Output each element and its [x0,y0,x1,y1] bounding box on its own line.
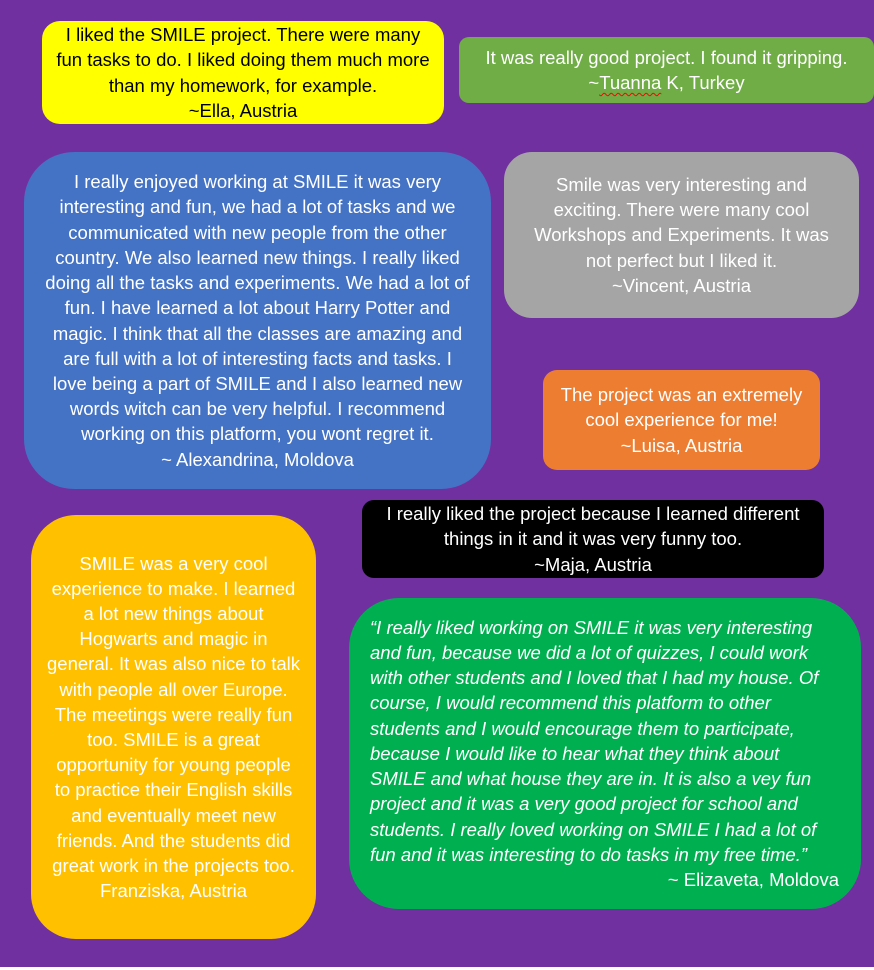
quote-author: ~Tuanna K, Turkey [588,72,745,93]
quote-author: ~Vincent, Austria [611,274,751,296]
quote-author: ~Luisa, Austria [620,434,743,456]
spellcheck-underline: Tuanna [599,72,662,93]
quote-author: Franziska, Austria [99,880,248,902]
quote-box-alexandrina [24,152,491,489]
quote-text: SMILE was a very cool experience to make. I learned a lot new things about Hogwarts and magic in general. It was also nice to talk with people all over Europe. The meetings were really fun too. SMILE is a great opportunity for young people to practice their English skills and eventually meet new friends. And the students did great work in the projects too. [47,552,300,877]
quote-box-tuanna [459,37,874,103]
quote-author: ~Maja, Austria [534,553,652,575]
quote-author: ~ Elizaveta, Moldova [667,868,839,890]
quote-box-vincent [504,152,859,318]
quote-box-luisa [543,370,820,470]
quote-box-franziska [31,515,316,939]
quote-author: ~Ella, Austria [188,99,298,121]
quote-author: ~ Alexandrina, Moldova [161,448,354,470]
quote-box-elizaveta [349,598,861,909]
quote-text: I really enjoyed working at SMILE it was very interesting and fun, we had a lot of tasks and we communicated with new people from the other country. We also learned new things. I really liked doing all the tasks and experiments. We had a lot of fun. I have learned a lot about Harry Potter and magic. I think that all the classes are amazing and are full with a lot of interesting facts and tasks. I love being a part of SMILE and I also learned new words witch can be very helpful. I recommend working on this platform, you wont regret it. [45,171,470,445]
quote-text: I really liked the project because I learned different things in it and it was very funny too. [386,503,800,550]
quote-text: “I really liked working on SMILE it was very interesting and fun, because we did a lot of quizzes, I could work with other students and I loved that I had my house. Of course, I would recommend this platform to other students and I would encourage them to participate, because I would like to hear what they think about SMILE and what house they are in. It is also a vey fun project and it was a very good project for school and students. I really loved working on SMILE I had a lot of fun and it was interesting to do tasks in my free time.” [370,616,819,865]
quote-box-ella [42,21,444,124]
quote-box-maja [362,500,824,578]
quote-text: Smile was very interesting and exciting. There were many cool Workshops and Experiments. It was not perfect but I liked it. [534,173,829,271]
quote-text: I liked the SMILE project. There were many fun tasks to do. I liked doing them much more than my homework, for example. [56,24,430,96]
quote-text: It was really good project. I found it gripping. [485,46,848,68]
quote-text: The project was an extremely cool experience for me! [560,384,803,431]
